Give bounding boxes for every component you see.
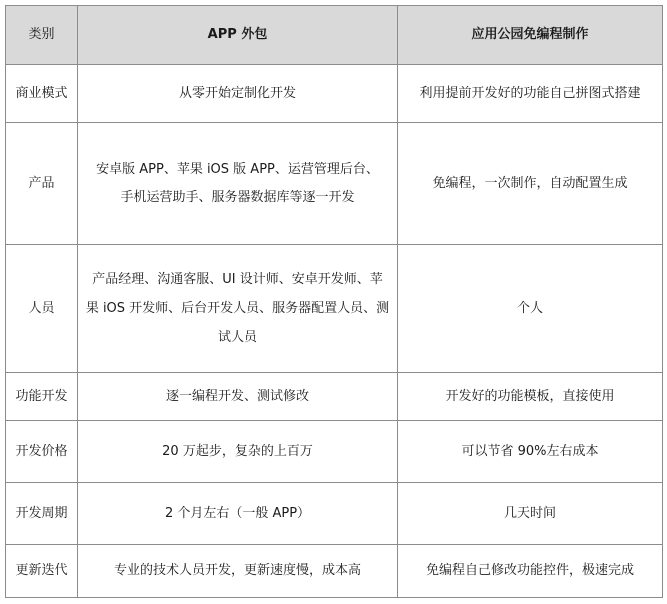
header-app-park: 应用公园免编程制作	[398, 6, 663, 65]
row-category: 功能开发	[6, 373, 78, 421]
row-park-cell: 可以节省 90%左右成本	[398, 421, 663, 483]
row-category: 开发周期	[6, 483, 78, 545]
cell-line: 逐一编程开发、测试修改	[165, 388, 309, 404]
row-category: 产品	[6, 123, 78, 245]
cell-line: 手机运营助手、服务器数据库等逐一开发	[120, 189, 355, 205]
table-row-iteration	[6, 545, 663, 598]
table-row-business-model	[6, 65, 663, 123]
cell-line: 专业的技术人员开发，更新速度慢，成本高	[113, 563, 361, 578]
row-outsourcing-cell	[78, 245, 398, 373]
table-row-feature-dev	[6, 373, 663, 421]
cell-line: 20 万起步，复杂的上百万	[162, 443, 313, 459]
row-park-cell: 免编程，一次制作，自动配置生成	[398, 123, 663, 245]
cell-line: 试人员	[217, 330, 257, 345]
row-outsourcing-cell	[78, 545, 398, 598]
cell-line: 2 个月左右（一般 APP）	[164, 505, 311, 521]
row-outsourcing-cell	[78, 483, 398, 545]
comparison-table-container	[5, 5, 663, 598]
row-category: 人员	[6, 245, 78, 373]
table-header-row	[6, 6, 663, 65]
cell-line: 产品经理、沟通客服、UI 设计师、安卓开发师、苹	[92, 272, 383, 287]
row-outsourcing-cell	[78, 421, 398, 483]
comparison-table	[5, 5, 663, 598]
cell-line: 从零开始定制化开发	[178, 85, 296, 101]
table-row-product	[6, 123, 663, 245]
row-park-cell: 免编程自己修改功能控件，极速完成	[398, 545, 663, 598]
row-category: 更新迭代	[6, 545, 78, 598]
header-app-outsourcing: APP 外包	[78, 6, 398, 65]
row-outsourcing-cell	[78, 123, 398, 245]
row-park-cell: 开发好的功能模板，直接使用	[398, 373, 663, 421]
table-row-cycle	[6, 483, 663, 545]
row-outsourcing-cell	[78, 373, 398, 421]
table-row-personnel	[6, 245, 663, 373]
row-park-cell: 几天时间	[398, 483, 663, 545]
header-category: 类别	[6, 6, 78, 65]
row-park-cell: 利用提前开发好的功能自己拼图式搭建	[398, 65, 663, 123]
row-category: 开发价格	[6, 421, 78, 483]
table-row-price	[6, 421, 663, 483]
cell-line: 果 iOS 开发师、后台开发人员、服务器配置人员、测	[85, 301, 390, 316]
cell-line: 安卓版 APP、苹果 iOS 版 APP、运营管理后台、	[96, 161, 379, 177]
row-outsourcing-cell	[78, 65, 398, 123]
row-category: 商业模式	[6, 65, 78, 123]
row-park-cell: 个人	[398, 245, 663, 373]
